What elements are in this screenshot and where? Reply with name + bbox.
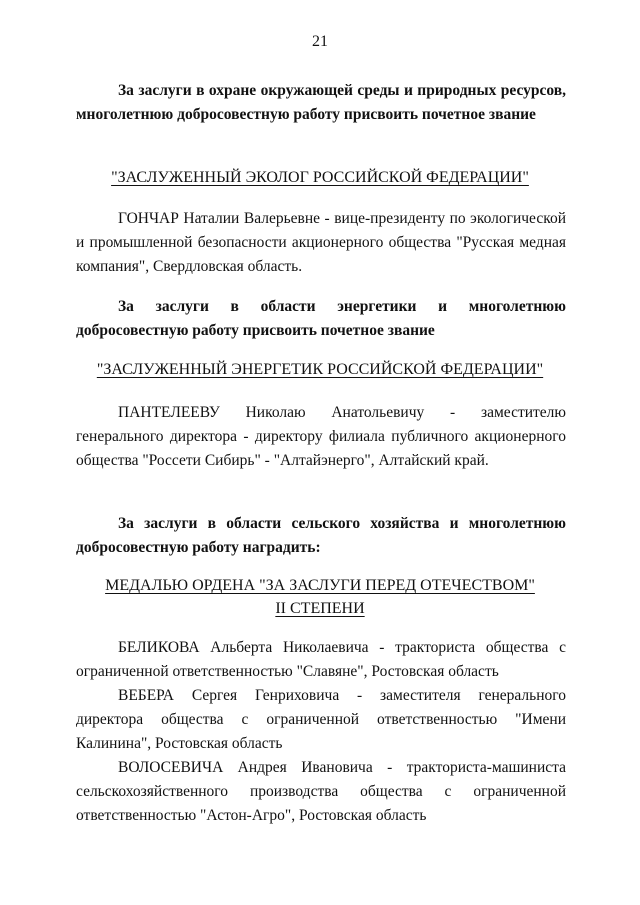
person-text: БЕЛИКОВА Альберта Николаевича - тракториста общества с ограниченной ответственностью "Славяне", Ростовская область xyxy=(76,639,566,680)
award-title-energy xyxy=(0,358,640,381)
person-text: ВОЛОСЕВИЧА Андрея Ивановича - тракториста-машиниста сельскохозяйственного производства общества с ограниченной ответственностью "Астон-Агро", Ростовская область xyxy=(76,759,566,824)
person-entry xyxy=(76,401,566,473)
award-intro-agriculture: За заслуги в области сельского хозяйства и многолетнюю добросовестную работу наградить: xyxy=(76,515,566,556)
person-list xyxy=(76,636,566,828)
person-text: ГОНЧАР Наталии Валерьевне - вице-президенту по экологической и промышленной безопасности акционерного общества "Русская медная компания", Свердловская область. xyxy=(76,210,566,275)
award-intro-ecology: За заслуги в охране окружающей среды и природных ресурсов, многолетнюю добросовестную работу присвоить почетное звание xyxy=(76,82,566,123)
award-title-ecology xyxy=(0,166,640,189)
page-number: 21 xyxy=(312,33,328,50)
award-title-line: "ЗАСЛУЖЕННЫЙ ЭКОЛОГ РОССИЙСКОЙ ФЕДЕРАЦИИ" xyxy=(111,169,529,186)
award-title-line: II СТЕПЕНИ xyxy=(275,600,365,617)
person-text: ПАНТЕЛЕЕВУ Николаю Анатольевичу - заместителю генерального директора - директору филиала публичного акционерного общества "Россети Сибирь" - "Алтайэнерго", Алтайский край. xyxy=(76,404,566,469)
person-text: ВЕБЕРА Сергея Генриховича - заместителя генерального директора общества с ограниченной ответственностью "Имени Калинина", Ростовская область xyxy=(76,687,566,752)
award-intro-energy: За заслуги в области энергетики и многолетнюю добросовестную работу присвоить почетное звание xyxy=(76,298,566,339)
person-entry xyxy=(76,207,566,279)
award-title-medal xyxy=(0,574,640,620)
award-title-line: МЕДАЛЬЮ ОРДЕНА "ЗА ЗАСЛУГИ ПЕРЕД ОТЕЧЕСТВОМ" xyxy=(105,577,535,594)
award-title-line: "ЗАСЛУЖЕННЫЙ ЭНЕРГЕТИК РОССИЙСКОЙ ФЕДЕРАЦИИ" xyxy=(96,361,544,378)
